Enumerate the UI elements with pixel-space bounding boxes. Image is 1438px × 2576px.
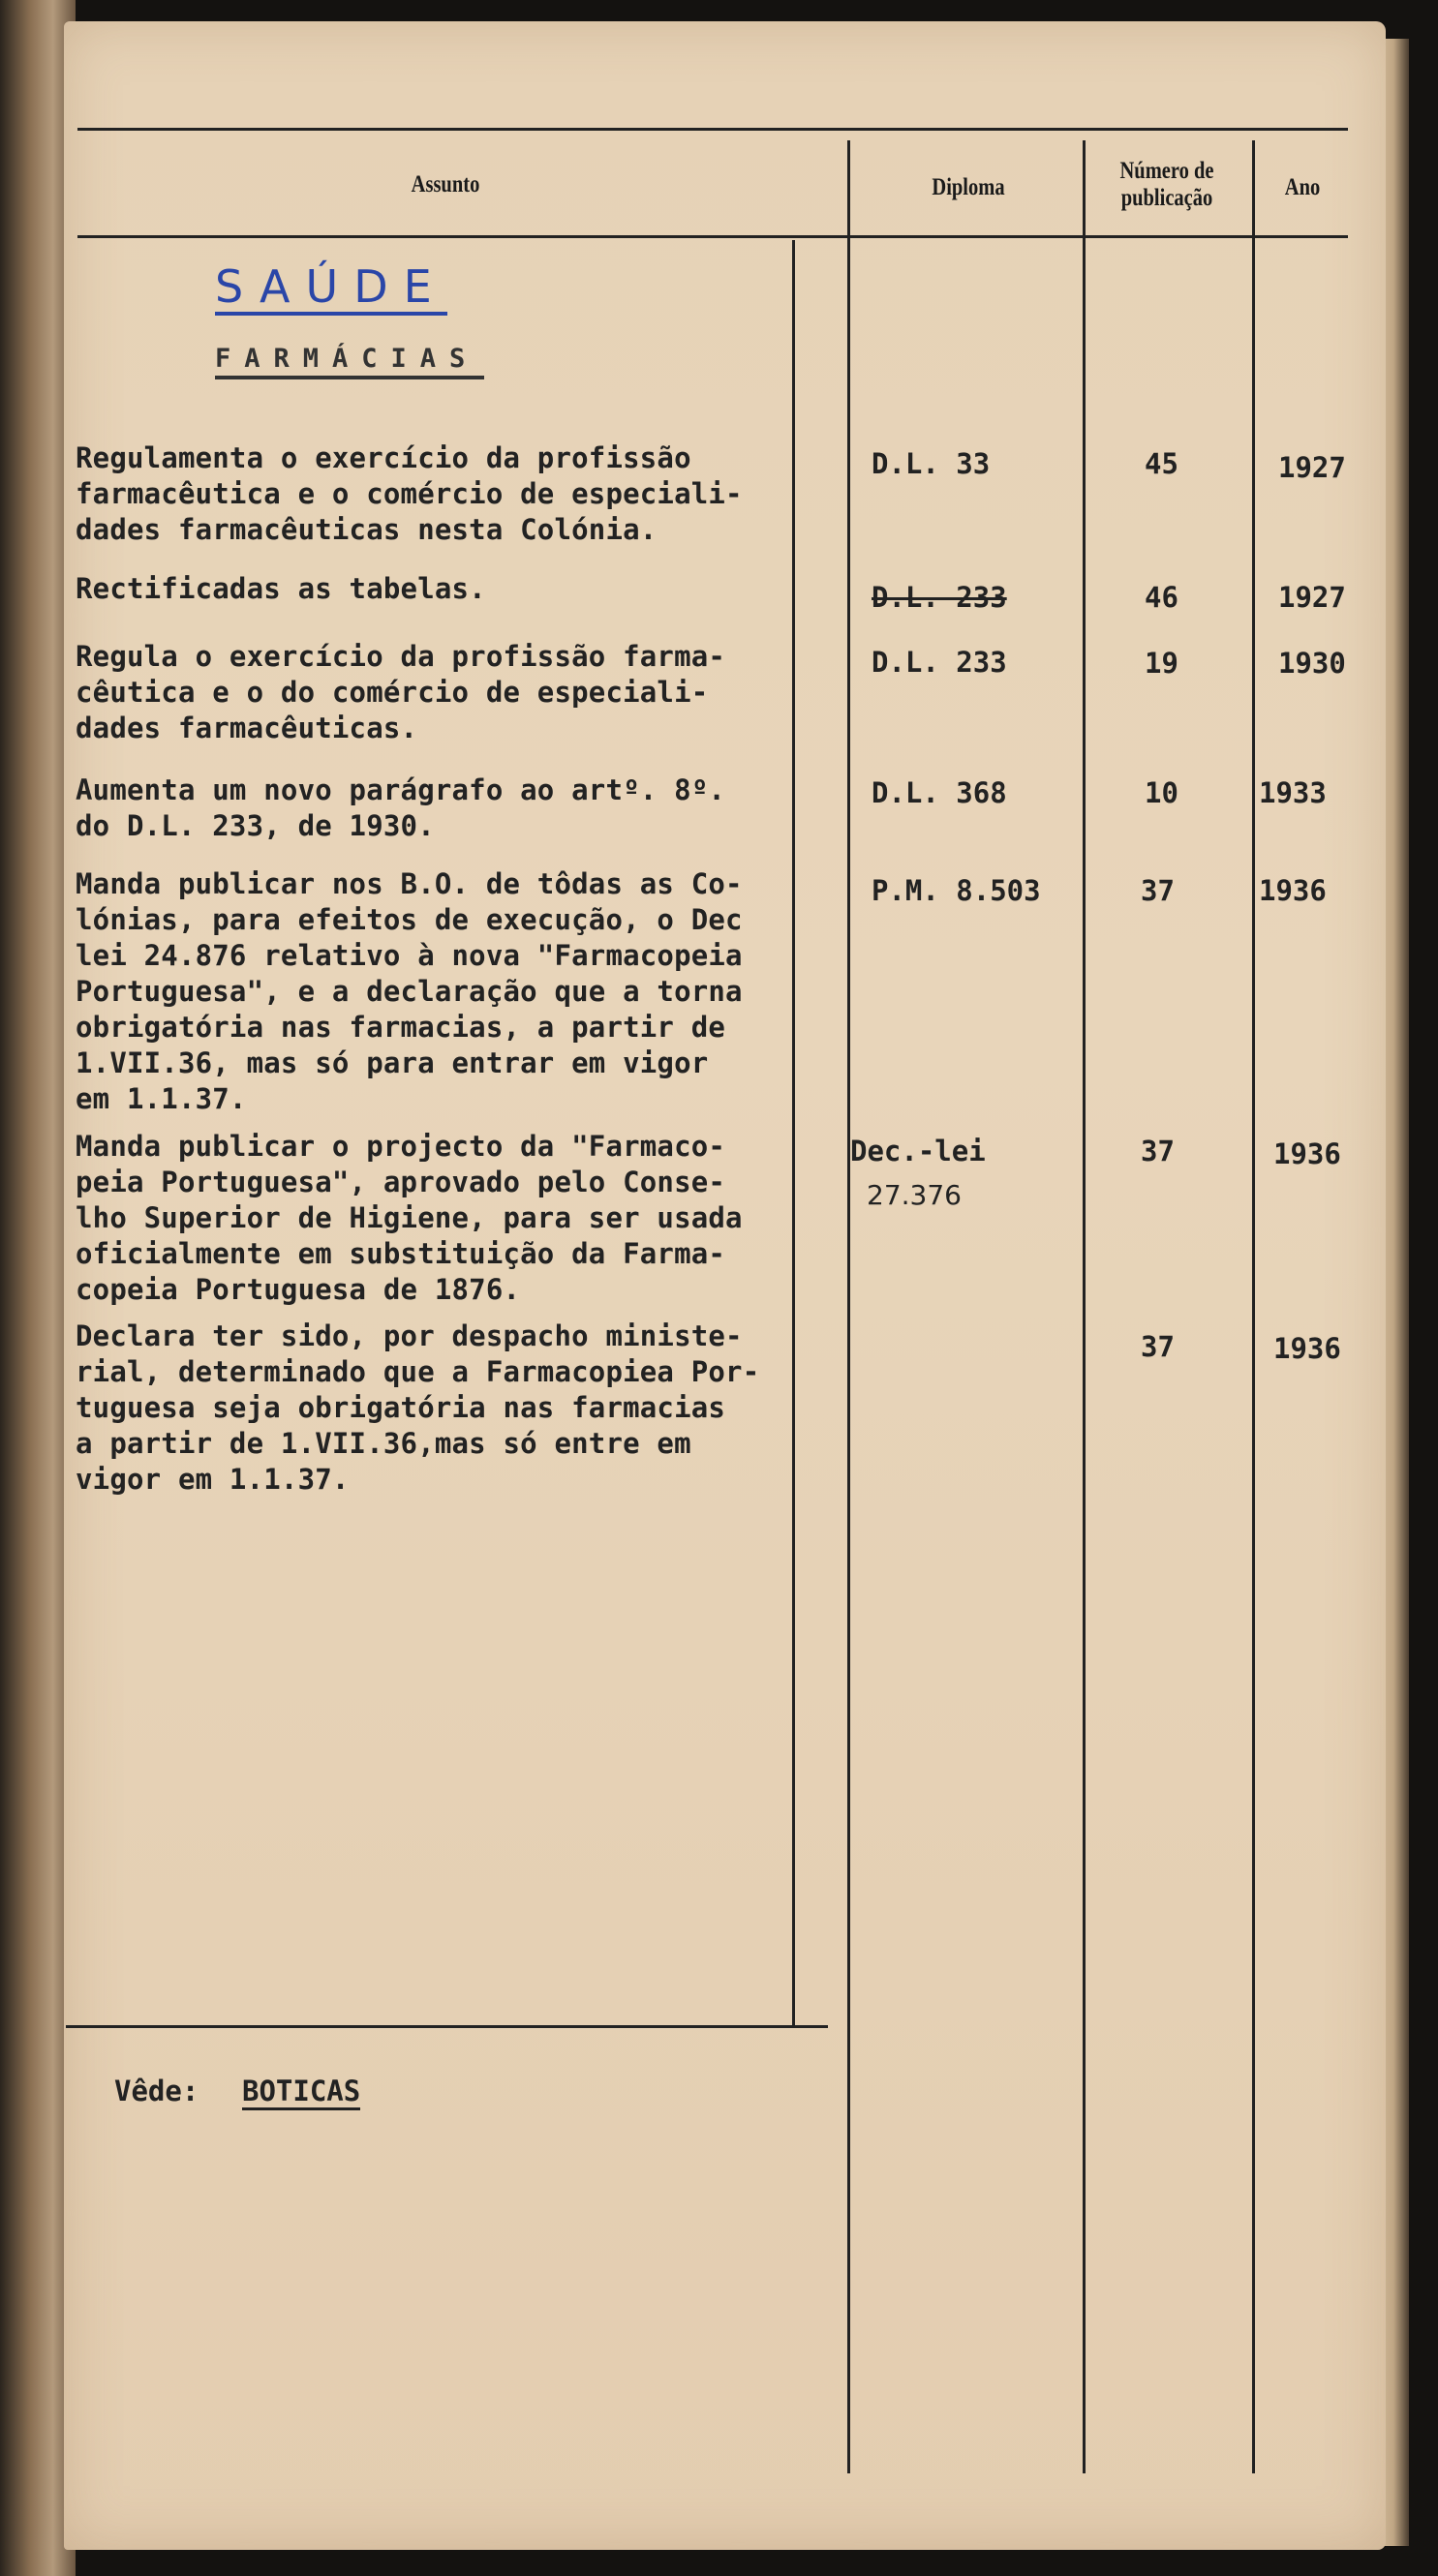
entry-numero: 37 bbox=[1141, 1330, 1175, 1363]
entry-ano: 1936 bbox=[1273, 1137, 1341, 1170]
entry-text: Manda publicar o projecto da "Farmaco- peia Portuguesa", aprovado pelo Conse- lho Superior de Higiene, para ser usada oficialmente em substituição da Farma- copeia Portuguesa de 1876. bbox=[76, 1130, 743, 1306]
entry-ano: 1936 bbox=[1273, 1332, 1341, 1365]
entry-ano: 1930 bbox=[1278, 647, 1346, 680]
header-numero: Número de publicação bbox=[1119, 158, 1214, 211]
entry-diploma: D.L. 233 bbox=[872, 581, 1007, 614]
entry-numero: 45 bbox=[1145, 447, 1178, 480]
entry-text: Aumenta um novo parágrafo ao artº. 8º. do D.L. 233, de 1930. bbox=[76, 773, 726, 842]
entry-text: Manda publicar nos B.O. de tôdas as Co- lónias, para efeitos de execução, o Dec lei 24.876 relativo à nova "Farmacopeia Portuguesa", e a declaração que a torna obrigatória nas farmacias, a partir de 1.VII.36, mas só para entrar em vigor em 1.1.37. bbox=[76, 867, 743, 1115]
column-rule-diploma bbox=[847, 140, 850, 2473]
entry-ano: 1927 bbox=[1278, 451, 1346, 484]
entry-diploma: P.M. 8.503 bbox=[872, 874, 1041, 907]
entry-ano: 1936 bbox=[1259, 874, 1327, 907]
entry-diploma: D.L. 233 bbox=[872, 646, 1007, 679]
entry-ano: 1927 bbox=[1278, 581, 1346, 614]
see-also-target: BOTICAS bbox=[242, 2075, 360, 2110]
column-rule-numero bbox=[1083, 140, 1086, 2473]
entry-numero: 37 bbox=[1141, 874, 1175, 907]
entry-ano: 1933 bbox=[1259, 776, 1327, 809]
entry-diploma: Dec.-lei bbox=[850, 1135, 986, 1167]
header-diploma: Diploma bbox=[932, 174, 1005, 200]
assunto-bottom-rule bbox=[66, 2025, 828, 2028]
entry-numero: 37 bbox=[1141, 1135, 1175, 1167]
assunto-inner-rule bbox=[792, 240, 795, 2026]
entry-diploma: D.L. 33 bbox=[872, 447, 991, 480]
entry-text: Rectificadas as tabelas. bbox=[76, 572, 486, 605]
header-bottom-rule bbox=[77, 235, 1348, 238]
entry-numero: 10 bbox=[1145, 776, 1178, 809]
entry-text: Regula o exercício da profissão farma- cêutica e o do comércio de especiali- dades farmacêuticas. bbox=[76, 640, 726, 744]
see-also-label: Vêde: bbox=[114, 2075, 199, 2107]
entry-text: Declara ter sido, por despacho ministe- rial, determinado que a Farmacopiea Por- tuguesa seja obrigatória nas farmacias a partir de 1.VII.36,mas só entre em vigor em 1.1.37. bbox=[76, 1319, 760, 1496]
entry-numero: 46 bbox=[1145, 581, 1178, 614]
header-top-rule bbox=[77, 128, 1348, 131]
column-rule-ano bbox=[1252, 140, 1255, 2473]
entry-diploma-number: 27.376 bbox=[867, 1179, 962, 1211]
section-title: SAÚDE bbox=[215, 261, 447, 316]
header-assunto: Assunto bbox=[411, 171, 480, 197]
entry-diploma: D.L. 368 bbox=[872, 776, 1007, 809]
header-ano: Ano bbox=[1284, 174, 1321, 200]
entry-numero: 19 bbox=[1145, 647, 1178, 680]
subsection-title: FARMÁCIAS bbox=[215, 344, 484, 379]
entry-text: Regulamenta o exercício da profissão farmacêutica e o comércio de especiali- dades farmacêuticas nesta Colónia. bbox=[76, 441, 743, 546]
